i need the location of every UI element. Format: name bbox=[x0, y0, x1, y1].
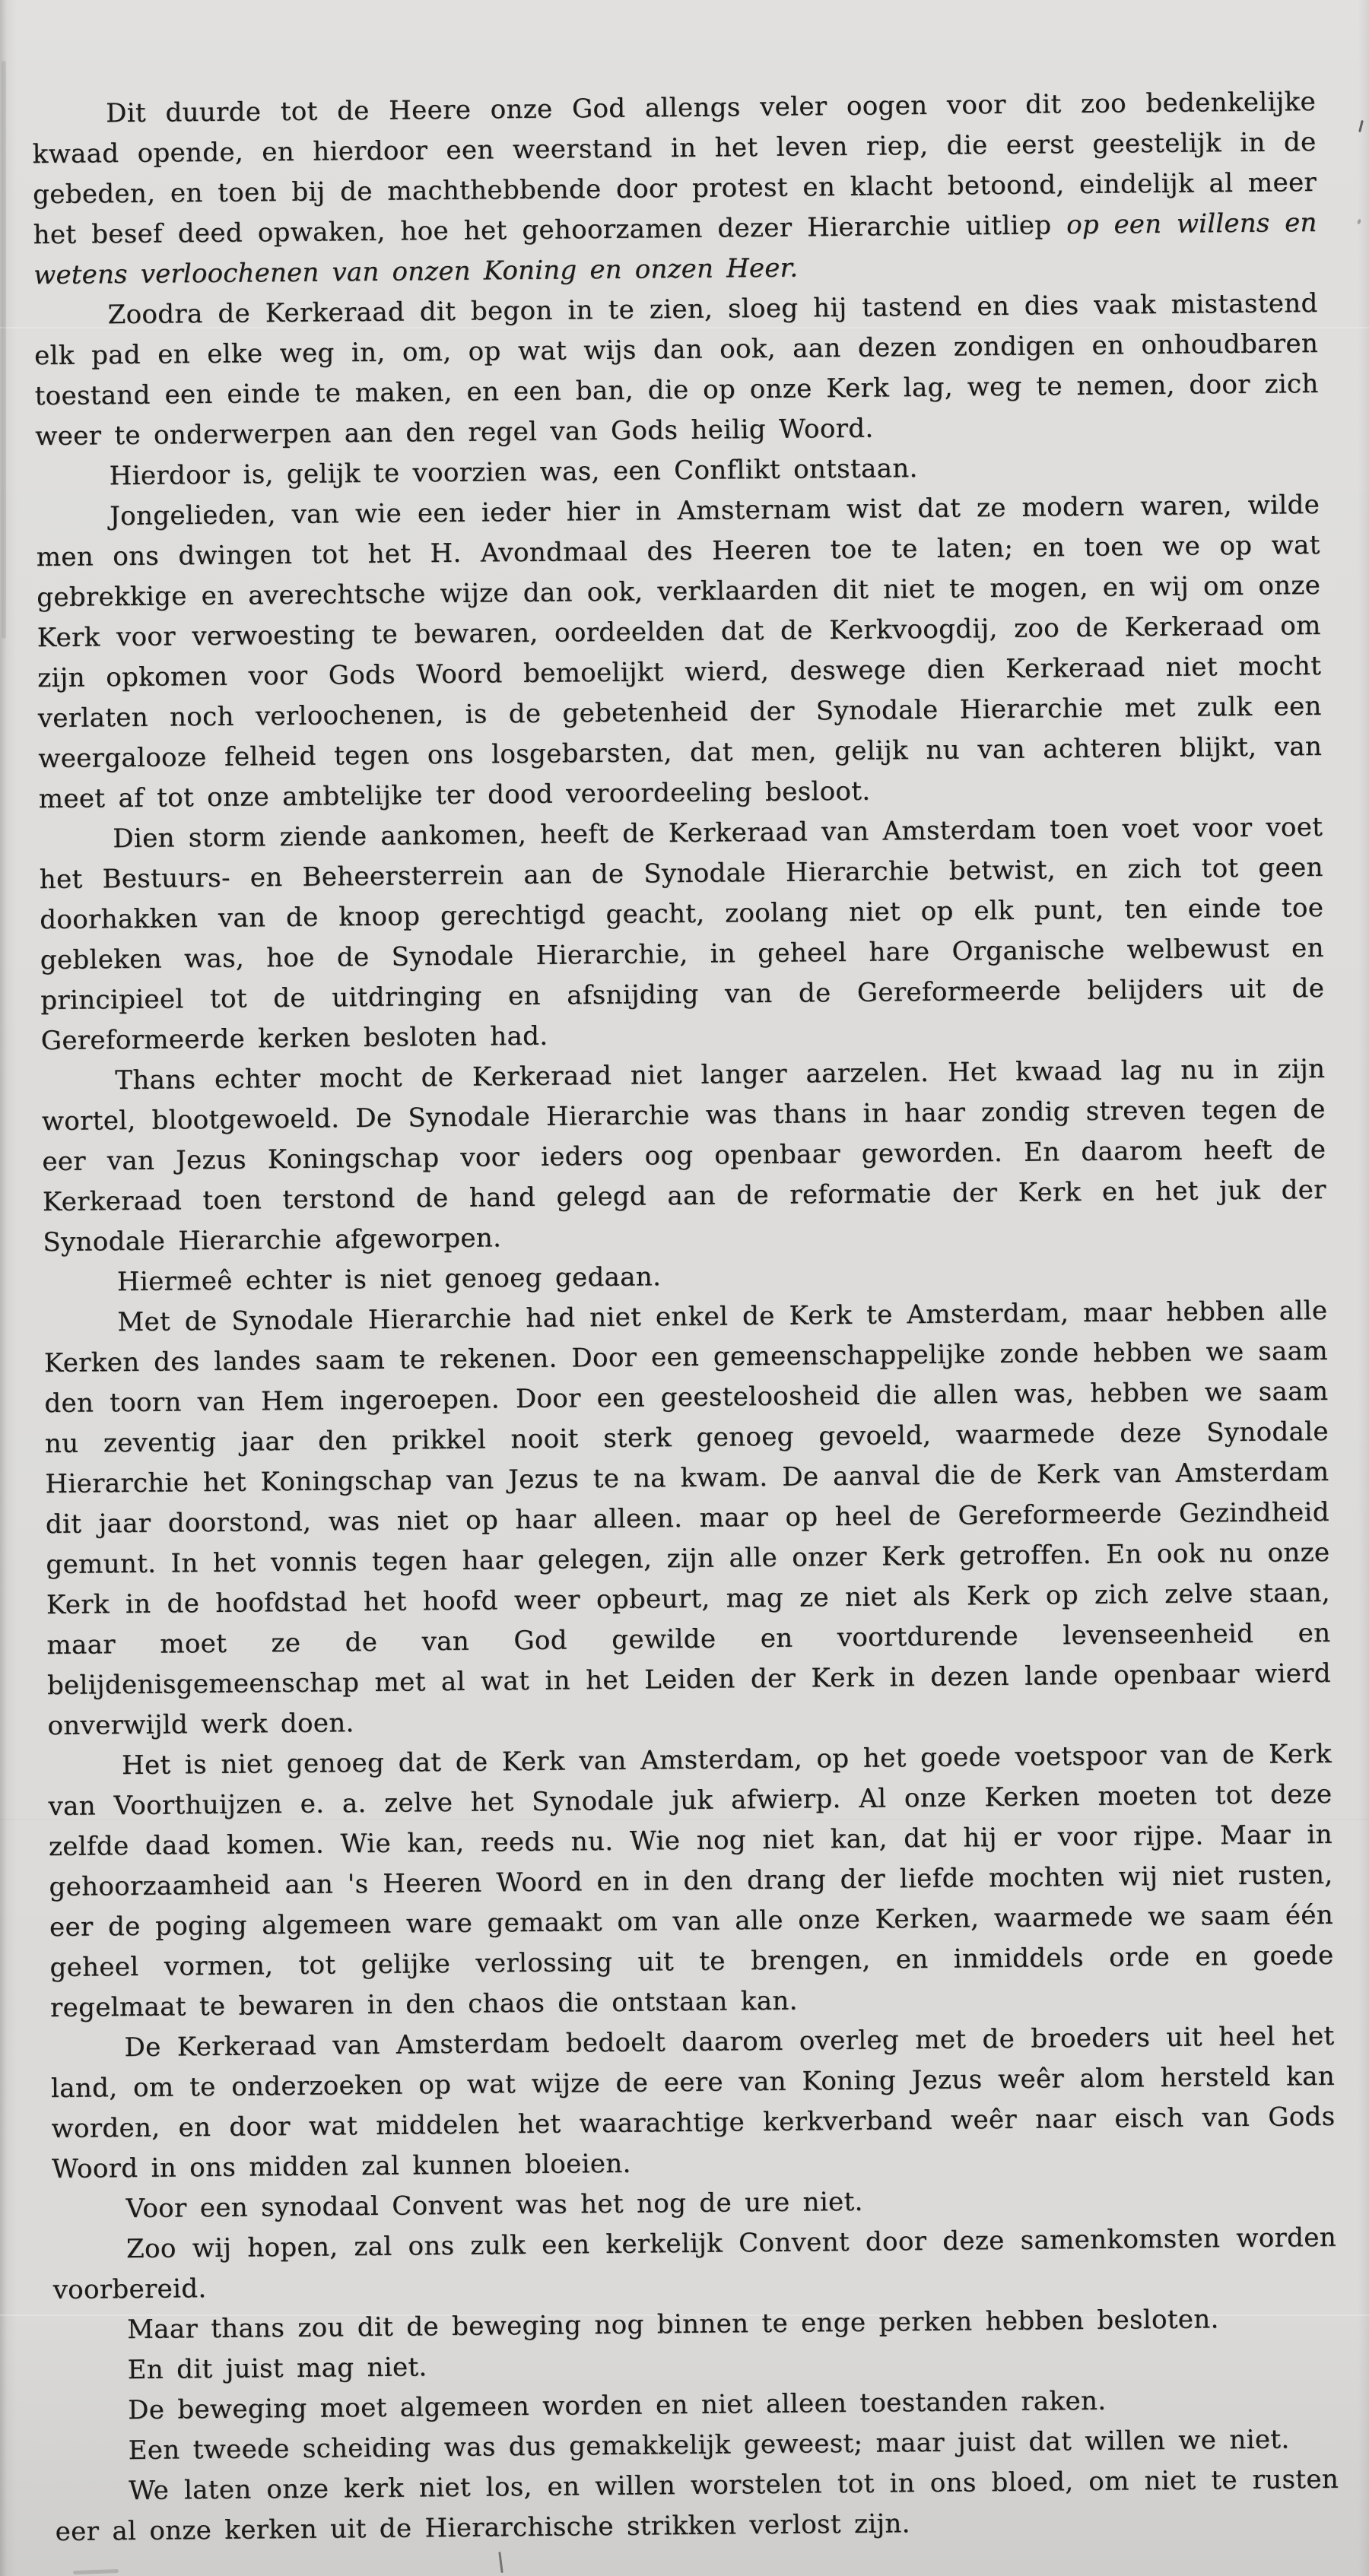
paragraph bbox=[50, 2016, 1336, 2190]
text-run: Thans echter mocht de Kerkeraad niet langer aarzelen. Het kwaad lag nu in zijn wortel, blootgewoeld. De Synodale Hierarchie was thans in haar zondig streven tegen de eer van Jezus Koningschap voor ieders oog openbaar geworden. En daarom heeft de Kerkeraad toen terstond de hand gelegd aan de reformatie der Kerk en het juk der Synodale Hierarchie afgeworpen. bbox=[41, 1053, 1326, 1258]
text-run: Dien storm ziende aankomen, heeft de Kerkeraad van Amsterdam toen voet voor voet het Bestuurs- en Beheersterrein aan de Synodale Hierarchie betwist, en zich tot geen doorhakken van de knoop gerechtigd geacht, zoolang niet op elk punt, ten einde toe gebleken was, hoe de Synodale Hierarchie, in geheel hare Organische welbewust en principieel tot de uitdringing en afsnijding van de Gereformeerde belijders uit de Gereformeerde kerken besloten had. bbox=[39, 811, 1325, 1057]
text-run: Zoodra de Kerkeraad dit begon in te zien, sloeg hij tastend en dies vaak mistastend elk pad en elke weg in, om, op wat wijs dan ook, aan dezen zondigen en onhoudbaren toestand een einde te maken, en een ban, die op onze Kerk lag, weg te nemen, door zich weer te onderwerpen aan den regel van Gods heilig Woord. bbox=[33, 287, 1319, 452]
paragraph bbox=[39, 807, 1325, 1061]
paragraph bbox=[55, 2460, 1339, 2552]
paragraph bbox=[48, 1734, 1334, 2029]
text-run: Het is niet genoeg dat de Kerk van Amsterdam, op het goede voetspoor van de Kerk van Voorthuijzen e. a. zelve het Synodale juk afwierp. Al onze Kerken moeten tot deze zelfde daad komen. Wie kan, reeds nu. Wie nog niet kan, dat hij er voor rijpe. Maar in gehoorzaamheid aan 's Heeren Woord en in den drang der liefde mochten wij niet rusten, eer de poging algemeen ware gemaakt om van alle onze Kerken, waarmede we saam één geheel vormen, tot gelijke verlossing uit te brengen, en inmiddels orde en goede regelmaat te bewaren in den chaos die ontstaan kan. bbox=[48, 1738, 1334, 2024]
text-run-italic: op een willens en wetens verloochenen van onzen Koning en onzen Heer. bbox=[33, 207, 1317, 291]
text-run: Maar thans zou dit de beweging nog binnen te enge perken hebben besloten. bbox=[126, 2304, 1219, 2346]
text-run: We laten onze kerk niet los, en willen worstelen tot in ons bloed, om niet te rusten eer al onze kerken uit de Hierarchische strikken verlost zijn. bbox=[55, 2463, 1339, 2548]
text-run: Met de Synodale Hierarchie had niet enkel de Kerk te Amsterdam, maar hebben alle Kerken des landes saam te rekenen. Door een gemeenschappelijke zonde hebben we saam den toorn van Hem ingeroepen. Door een geesteloosheid die allen was, hebben we saam nu zeventig jaar den prikkel nooit sterk genoeg gevoeld, waarmede deze Synodale Hierarchie het Koningschap van Jezus te na kwam. De aanval die de Kerk van Amsterdam dit jaar doorstond, was niet op haar alleen. maar op heel de Gereformeerde Gezindheid gemunt. In het vonnis tegen haar gelegen, zijn alle onzer Kerk getroffen. En ook nu onze Kerk in de hoofdstad het hoofd weer opbeurt, mag ze niet als Kerk op zich zelve staan, maar moet ze de van God gewilde en voortdurende levenseenheid en belijdenisgemeenschap met al wat in het Leiden der Kerk in dezen lande openbaar wierd onverwijld werk doen. bbox=[43, 1295, 1332, 1742]
text-run: En dit juist mag niet. bbox=[127, 2352, 427, 2386]
text-run: Hiermeê echter is niet genoeg gedaan. bbox=[116, 1261, 662, 1298]
text-run: De beweging moet algemeen worden en niet alleen toestanden raken. bbox=[127, 2385, 1107, 2426]
paragraph bbox=[41, 1049, 1326, 1263]
paragraph bbox=[33, 284, 1319, 457]
text-run: Jongelieden, van wie een ieder hier in Amsternam wist dat ze modern waren, wilde men ons dwingen tot het H. Avondmaal des Heeren toe te laten; en toen we op wat gebrekkige en averechtsche wijze dan ook, verklaarden dit niet te mogen, en wij om onze Kerk voor verwoesting te bewaren, oordeelden dat de Kerkvoogdij, zoo de Kerkeraad om zijn opkomen voor Gods Woord bemoelijkt wierd, deswege dien Kerkeraad niet mocht verlaten noch verloochenen, is de gebetenheid der Synodale Hierarchie met zulk een weergalooze felheid tegen ons losgebarsten, dat men, gelijk nu van achteren blijkt, van meet af tot onze ambtelijke ter dood veroordeeling besloot. bbox=[36, 489, 1323, 815]
paragraph bbox=[43, 1291, 1332, 1746]
text-run: Zoo wij hopen, zal ons zulk een kerkelijk Convent door deze samenkomsten worden voorbereid. bbox=[52, 2222, 1337, 2306]
paragraph bbox=[52, 2218, 1337, 2311]
text-run: Een tweede scheiding was dus gemakkelijk geweest; maar juist dat willen we niet. bbox=[128, 2424, 1290, 2467]
text-run: Voor een synodaal Convent was het nog de ure niet. bbox=[125, 2186, 863, 2225]
paragraph bbox=[32, 82, 1317, 296]
page-text-block bbox=[32, 82, 1339, 2552]
text-run: De Kerkeraad van Amsterdam bedoelt daarom overleg met de broeders uit heel het land, om te onderzoeken op wat wijze de eere van Koning Jezus weêr alom hersteld kan worden, en door wat middelen het waarachtige kerkverband weêr naar eisch van Gods Woord in ons midden zal kunnen bloeien. bbox=[50, 2020, 1336, 2185]
paragraph bbox=[36, 485, 1323, 820]
text-run: Dit duurde tot de Heere onze God allengs veler oogen voor dit zoo bedenkelijke kwaad opende, en hierdoor een weerstand in het leven riep, die eerst geestelijk in de gebeden, en toen bij de machthebbende door protest en klacht betoond, eindelijk al meer het besef deed opwaken, hoe het gehoorzamen dezer Hierarchie uitliep bbox=[32, 86, 1317, 251]
scan-artifact bbox=[2, 61, 6, 639]
text-run: Hierdoor is, gelijk te voorzien was, een Conflikt ontstaan. bbox=[109, 453, 918, 492]
